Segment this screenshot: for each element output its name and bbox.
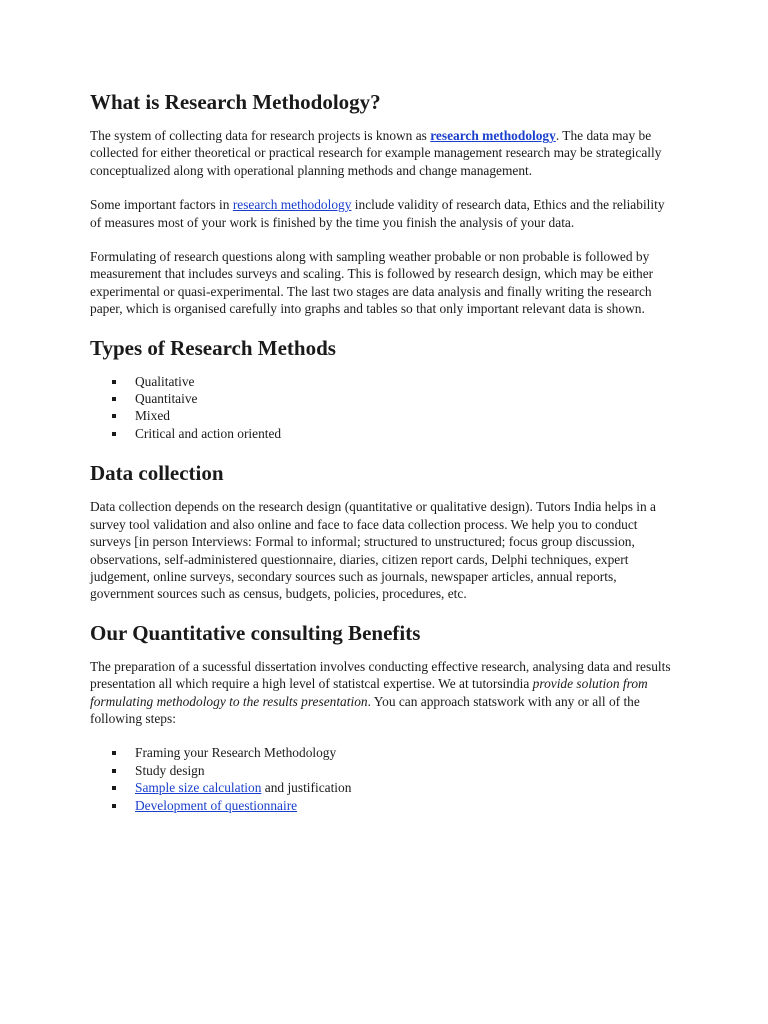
steps-list — [90, 744, 678, 814]
list-item-label: Qualitative — [135, 373, 195, 389]
list-item-label: Study design — [135, 762, 205, 778]
development-of-questionnaire-link[interactable]: Development of questionnaire — [135, 797, 298, 813]
paragraph-formulating: Formulating of research questions along with sampling weather probable or non probable is followed by measurement that includes surveys and scaling. This is followed by research design, which may be either experimental or quasi-experimental. The last two stages are data analysis and finally writing the research paper, which is organised carefully into graphs and tables so that only important relevant data is shown. — [90, 249, 654, 317]
heading-quantitative-consulting-benefits: Our Quantitative consulting Benefits — [90, 620, 421, 645]
list-item-label: and justification — [261, 780, 352, 796]
list-item — [90, 425, 678, 442]
document-page — [90, 88, 678, 814]
heading-what-is-research-methodology: What is Research Methodology? — [90, 90, 381, 114]
list-item — [90, 407, 678, 424]
heading-data-collection: Data collection — [90, 461, 224, 486]
paragraph-definition — [90, 127, 678, 179]
text-span: Some important factors in — [90, 197, 233, 213]
text-span: include validity of research data, Ethics and the reliability of measures most of your work is finished by the time you finish the analysis of your data. — [90, 197, 665, 230]
research-methodology-link-2[interactable]: research methodology — [232, 197, 352, 213]
paragraph-data-collection: Data collection depends on the research design (quantitative or qualitative design). Tutors India helps in a survey tool validation and also online and face to face data collection process. We help you to conduct surveys [in person Interviews: Formal to informal; structured to unstructured; focus group discussion, observations, self-administered questionnaire, diaries, citizen report cards, Delphi techniques, expert judgement, online surveys, secondary sources such as journals, newspaper articles, annual reports, government sources such as census, budgets, policies, procedures, etc. — [90, 499, 656, 602]
list-item — [90, 390, 678, 407]
bullet-icon — [112, 786, 116, 790]
text-span: . The data may be collected for either theoretical or practical research for example management research may be strategically conceptualized along with operational planning methods and change management. — [90, 128, 662, 178]
list-item — [90, 744, 678, 761]
list-item — [90, 797, 678, 814]
bullet-icon — [112, 380, 116, 384]
bullet-icon — [112, 804, 116, 808]
list-item-label: Critical and action oriented — [135, 425, 282, 441]
bullet-icon — [112, 397, 116, 401]
sample-size-calculation-link[interactable]: Sample size calculation — [135, 780, 262, 796]
paragraph-important-factors — [90, 196, 678, 231]
bullet-icon — [112, 414, 116, 418]
text-span: The preparation of a sucessful dissertation involves conducting effective research, analysing data and results presentation all which require a high level of statistcal expertise. We at tutorsindia — [90, 658, 671, 692]
heading-types-of-research-methods: Types of Research Methods — [90, 335, 336, 360]
bullet-icon — [112, 769, 116, 773]
italic-text: provide solution from formulating methodology to the results presentation — [90, 676, 648, 709]
text-span: The system of collecting data for research projects is known as — [90, 128, 431, 143]
paragraph-benefits — [90, 658, 678, 728]
list-item — [90, 779, 678, 796]
list-item-label: Framing your Research Methodology — [135, 745, 337, 761]
text-span: . You can approach statswork with any or all of the following steps: — [90, 693, 640, 726]
list-item-label: Mixed — [135, 408, 170, 424]
list-item — [90, 762, 678, 779]
research-methods-list — [90, 373, 678, 443]
list-item — [90, 373, 678, 390]
bullet-icon — [112, 432, 116, 436]
list-item-label: Quantitaive — [135, 391, 198, 407]
bullet-icon — [112, 751, 116, 755]
research-methodology-link[interactable]: research methodology — [430, 128, 556, 143]
